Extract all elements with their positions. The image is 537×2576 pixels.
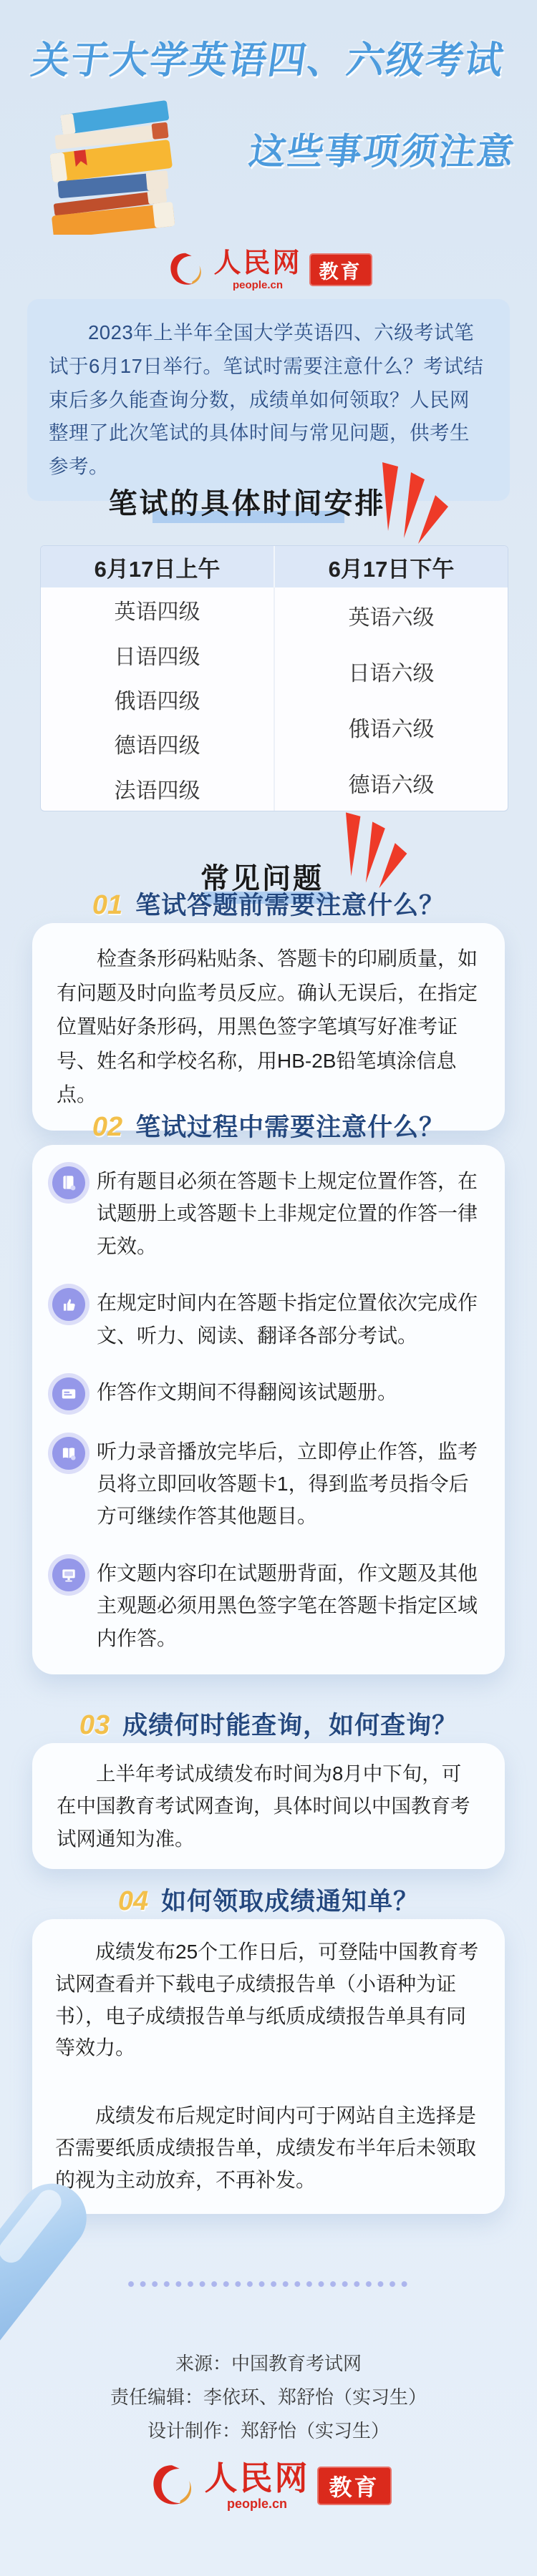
table-cell: 法语四级 bbox=[114, 779, 200, 803]
brand-name: 人民网 bbox=[213, 248, 302, 278]
question-text: 笔试过程中需要注意什么？ bbox=[135, 1113, 445, 1141]
table-cell: 英语四级 bbox=[114, 600, 200, 625]
answer-card-2 bbox=[32, 1145, 505, 1674]
books-illustration bbox=[39, 95, 190, 235]
table-cell: 英语六级 bbox=[348, 606, 435, 630]
table-cell: 日语六级 bbox=[348, 662, 435, 686]
header-afternoon: 6月17日下午 bbox=[274, 546, 508, 587]
bullet-item bbox=[52, 1165, 485, 1262]
schedule-table-body bbox=[41, 587, 508, 811]
question-3-heading bbox=[0, 1706, 537, 1742]
bullet-text: 听力录音播放完毕后，立即停止作答，监考员将立即回收答题卡1，得到监考员指令后方可继续作答其他题目。 bbox=[97, 1440, 478, 1528]
answer-card-3 bbox=[32, 1743, 505, 1869]
answer-paragraph-1: 成绩发布25个工作日后，可登陆中国教育考试网查看并下载电子成绩报告单（小语种为证书），电子成绩报告单与纸质成绩报告单具有同等效力。 bbox=[55, 1941, 479, 2059]
bullet-text: 作答作文期间不得翻阅该试题册。 bbox=[97, 1381, 398, 1404]
question-number: 04 bbox=[117, 1886, 149, 1916]
bullet-item bbox=[52, 1287, 485, 1352]
people-swirl-icon bbox=[165, 249, 206, 291]
bullet-text: 在规定时间内在答题卡指定位置依次完成作文、听力、阅读、翻译各部分考试。 bbox=[97, 1292, 478, 1347]
brand-name: 人民网 bbox=[204, 2459, 310, 2497]
audio-icon bbox=[52, 1437, 85, 1470]
answer-text: 上半年考试成绩发布时间为8月中下旬，可在中国教育考试网查询，具体时间以中国教育考试网通知为准。 bbox=[57, 1762, 470, 1850]
afternoon-column bbox=[274, 587, 508, 811]
monitor-icon bbox=[52, 1558, 85, 1591]
hand-icon bbox=[52, 1288, 85, 1321]
people-swirl-icon bbox=[146, 2460, 198, 2512]
schedule-table bbox=[40, 545, 508, 811]
question-text: 笔试答题前需要注意什么？ bbox=[135, 892, 445, 919]
brand-domain: people.cn bbox=[226, 2497, 287, 2511]
question-4-heading bbox=[0, 1882, 537, 1918]
people-logo-top bbox=[0, 249, 537, 291]
people-logo-bottom bbox=[0, 2460, 537, 2512]
table-cell: 俄语四级 bbox=[114, 689, 200, 713]
question-text: 成绩何时能查询，如何查询？ bbox=[122, 1712, 458, 1740]
table-cell: 日语四级 bbox=[114, 645, 200, 669]
bullet-item bbox=[52, 1376, 485, 1410]
question-1-heading bbox=[0, 886, 537, 922]
bullet-item bbox=[52, 1435, 485, 1533]
table-cell: 德语六级 bbox=[348, 774, 435, 797]
bullet-text: 所有题目必须在答题卡上规定位置作答，在试题册上或答题卡上非规定位置的作答一律无效。 bbox=[97, 1170, 478, 1257]
question-2-heading bbox=[0, 1108, 537, 1143]
card-icon bbox=[52, 1377, 85, 1410]
question-number: 02 bbox=[92, 1112, 123, 1142]
answer-card-4 bbox=[32, 1919, 505, 2214]
education-badge: 教育 bbox=[309, 253, 372, 286]
answer-card-1 bbox=[32, 923, 505, 1131]
bullet-item bbox=[52, 1557, 485, 1654]
dotted-divider bbox=[125, 2280, 412, 2288]
question-number: 01 bbox=[92, 890, 123, 920]
schedule-section-title: 笔试的具体时间安排 bbox=[108, 488, 386, 519]
notebook-icon bbox=[52, 1166, 85, 1199]
faq-section-title: 常见问题 bbox=[200, 863, 324, 894]
table-cell: 俄语六级 bbox=[348, 718, 435, 741]
main-title-line2: 这些事项须注意 bbox=[246, 131, 518, 172]
table-cell: 德语四级 bbox=[114, 734, 200, 758]
main-title-line1: 关于大学英语四、六级考试 bbox=[29, 39, 508, 82]
bullet-text: 作文题内容印在试题册背面，作文题及其他主观题必须用黑色签字笔在答题卡指定区域内作答。 bbox=[97, 1561, 478, 1649]
question-number: 03 bbox=[79, 1710, 110, 1740]
intro-text: 2023年上半年全国大学英语四、六级考试笔试于6月17日举行。笔试时需要注意什么？考试结束后多久能查询分数，成绩单如何领取？人民网整理了此次笔试的具体时间与常见问题，供考生参考。 bbox=[49, 321, 484, 477]
credit-source: 来源：中国教育考试网 bbox=[175, 2353, 362, 2374]
education-badge: 教育 bbox=[317, 2467, 392, 2505]
answer-paragraph-2: 成绩发布后规定时间内可于网站自主选择是否需要纸质成绩报告单，成绩发布半年后未领取的视为主动放弃，不再补发。 bbox=[55, 2104, 477, 2191]
header-morning: 6月17日上午 bbox=[94, 556, 221, 582]
question-text: 如何领取成绩通知单？ bbox=[161, 1888, 420, 1916]
brand-domain: people.cn bbox=[232, 278, 283, 291]
morning-column bbox=[41, 587, 274, 811]
credit-designer: 设计制作：郑舒怡（实习生） bbox=[147, 2420, 390, 2441]
credit-editor: 责任编辑：李依环、郑舒怡（实习生） bbox=[110, 2386, 427, 2408]
answer-text: 检查条形码粘贴条、答题卡的印刷质量，如有问题及时向监考员反应。确认无误后，在指定位置贴好条形码，用黑色签字笔填写好准考证号、姓名和学校名称，用HB-2B铅笔填涂信息点。 bbox=[57, 947, 478, 1106]
